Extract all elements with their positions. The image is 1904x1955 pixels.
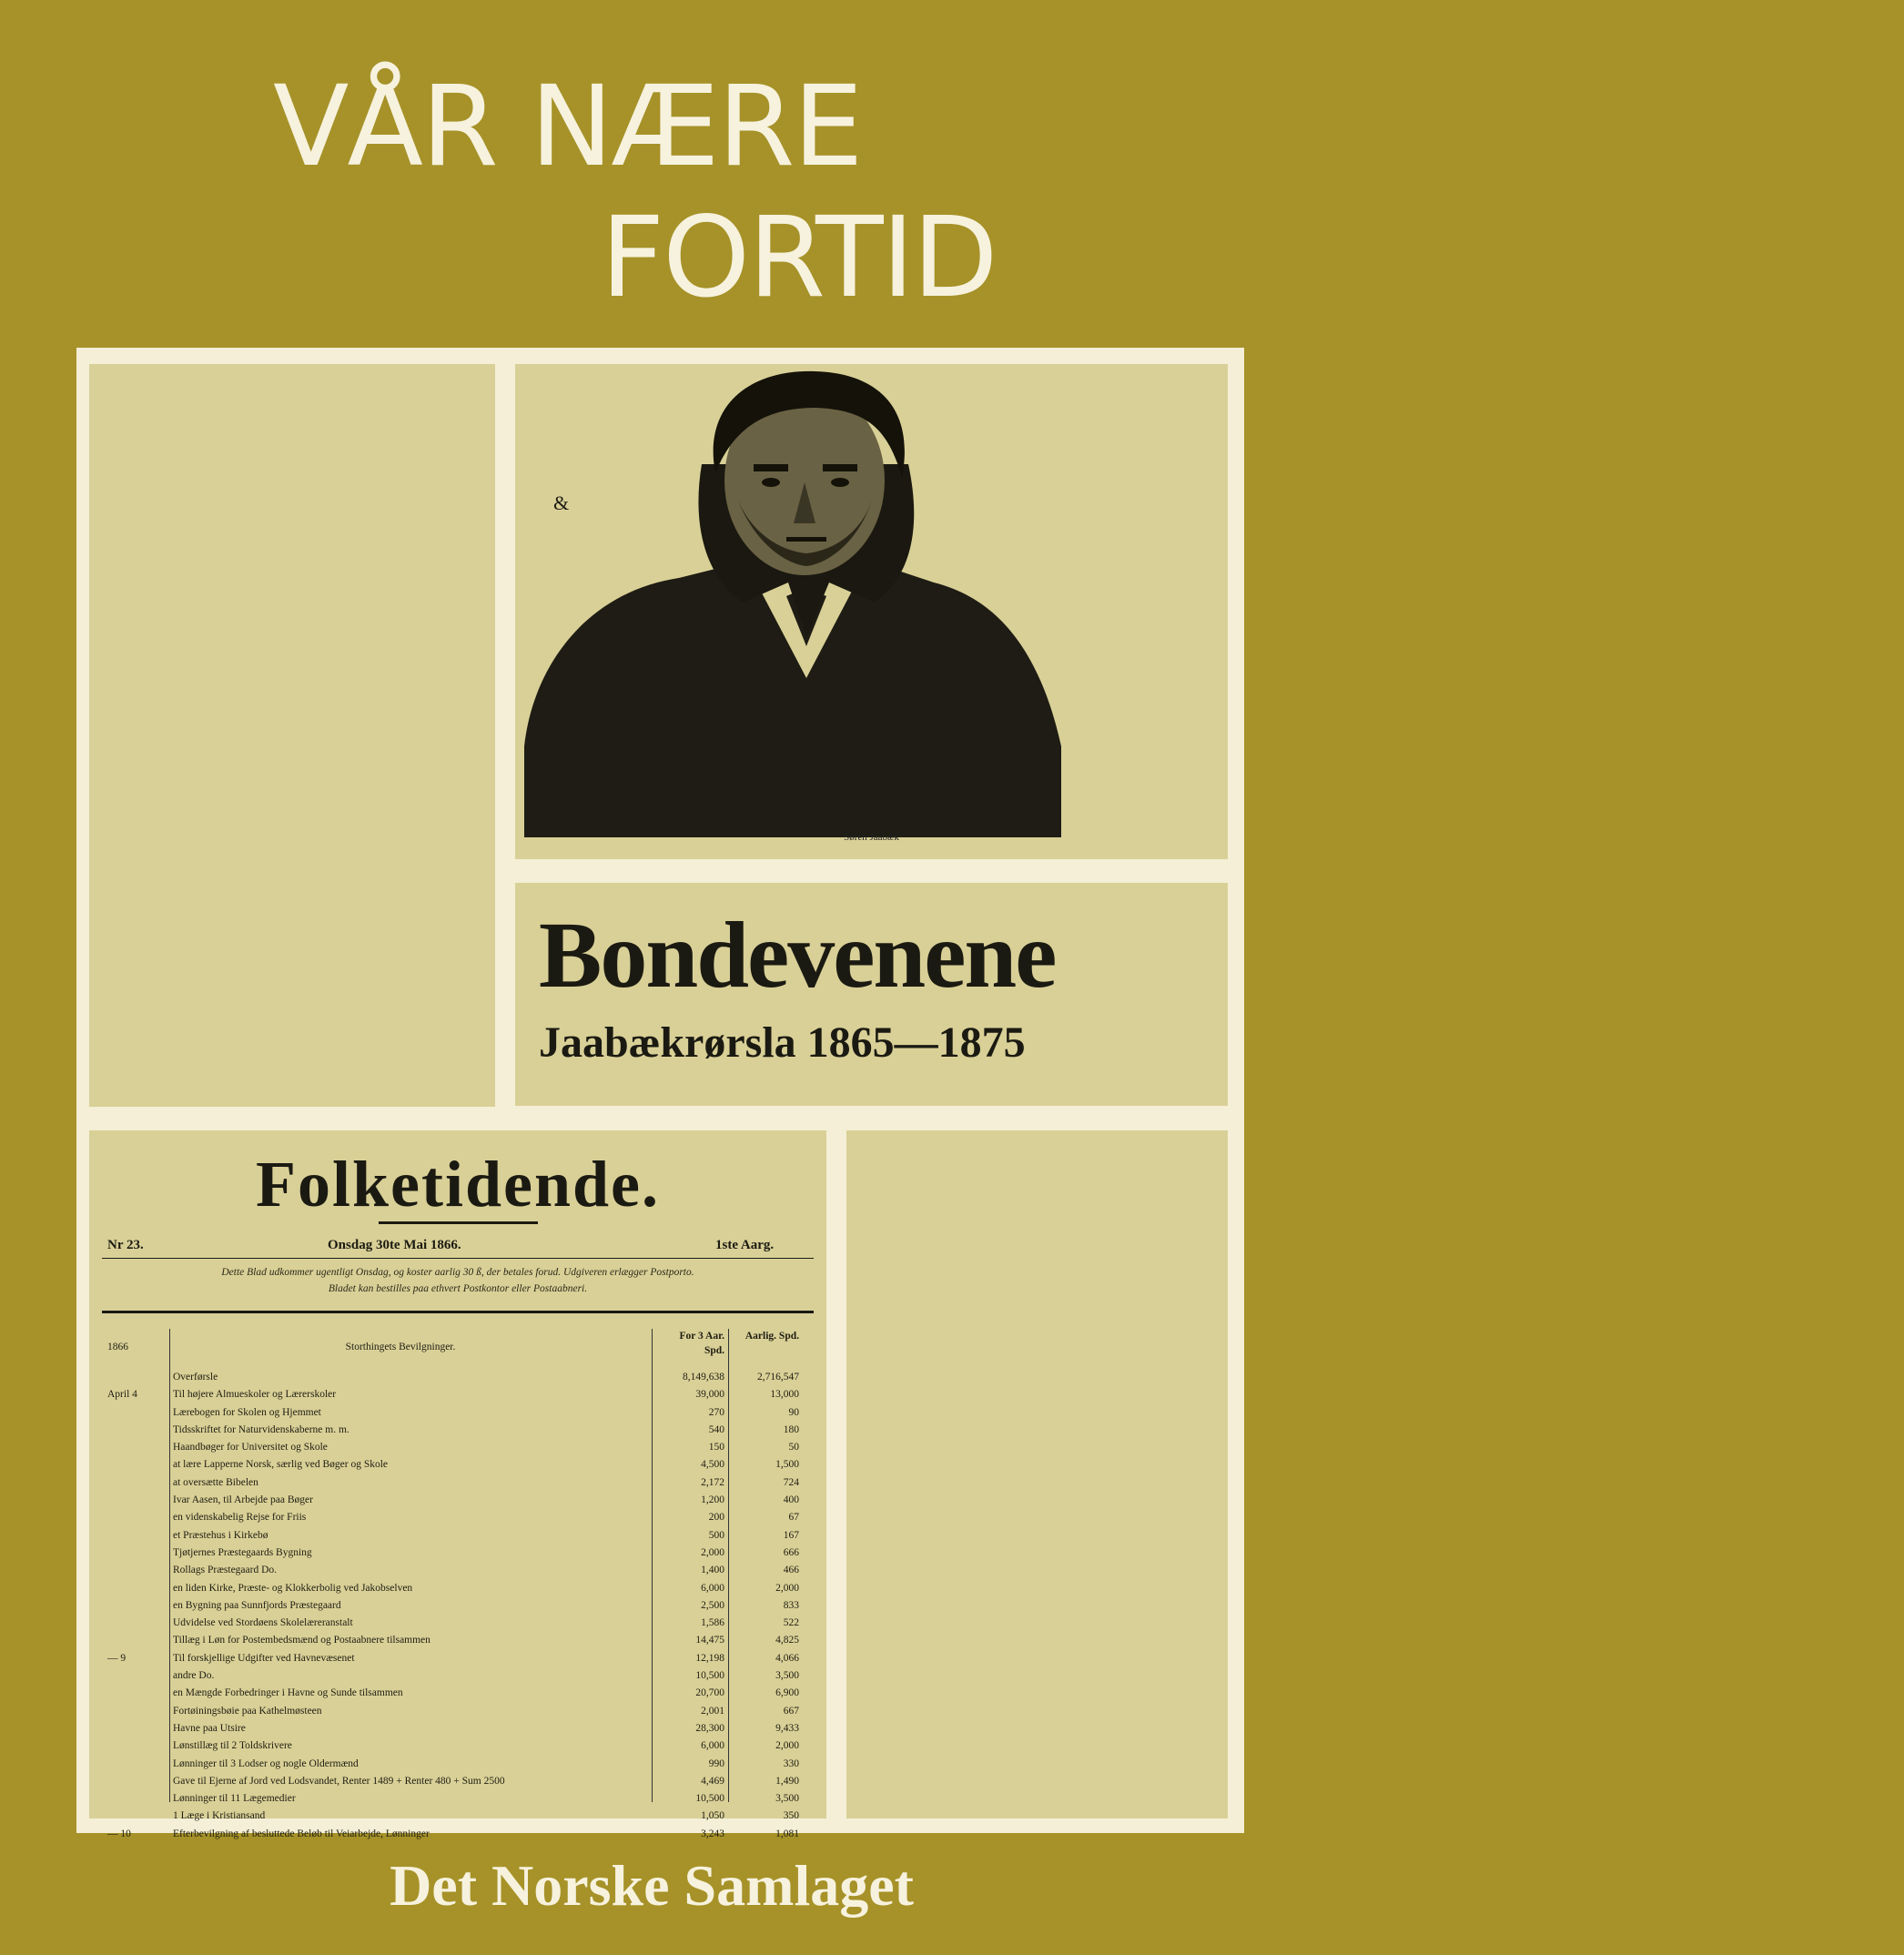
newspaper-intro-line-1: Dette Blad udkommer ugentligt Onsdag, og koster aarlig 30 ß, der betales forud. Udgiveren erlægger Postporto.: [221, 1267, 694, 1278]
row-amount-annual: 9,433: [775, 1722, 799, 1734]
table-row: [107, 1580, 808, 1597]
row-text: 1 Læge i Kristiansand: [173, 1810, 266, 1822]
row-amount-annual: 50: [788, 1442, 799, 1454]
row-amount-annual: 167: [783, 1529, 799, 1541]
row-amount-3yr: 20,700: [695, 1687, 724, 1699]
row-text: Til forskjellige Udgifter ved Havnevæsenet: [173, 1652, 355, 1664]
row-text: Rollags Præstegaard Do.: [173, 1565, 278, 1576]
row-text: Tillæg i Løn for Postembedsmænd og Postaabnere tilsammen: [173, 1635, 430, 1646]
row-text: Tidsskriftet for Naturvidenskaberne m. m.: [173, 1423, 349, 1435]
row-amount-3yr: 990: [708, 1757, 724, 1769]
table-row: [107, 1474, 808, 1492]
row-amount-annual: 724: [783, 1476, 799, 1488]
row-amount-annual: 2,000: [775, 1582, 799, 1594]
row-amount-annual: 1,490: [775, 1775, 799, 1787]
row-amount-annual: 3,500: [775, 1793, 799, 1805]
row-text: Til højere Almueskoler og Lærerskoler: [173, 1389, 337, 1401]
table-row: [107, 1509, 808, 1526]
row-date: — 10: [107, 1828, 131, 1839]
row-amount-annual: 667: [783, 1705, 799, 1717]
row-amount-annual: 180: [783, 1423, 799, 1435]
row-amount-annual: 3,500: [775, 1670, 799, 1682]
row-amount-3yr: 10,500: [695, 1670, 724, 1682]
table-row: [107, 1386, 808, 1403]
row-amount-annual: 1,500: [775, 1459, 799, 1471]
row-amount-3yr: 10,500: [695, 1793, 724, 1805]
row-amount-3yr: 1,050: [701, 1810, 724, 1822]
row-amount-annual: 4,825: [775, 1635, 799, 1646]
row-text: en liden Kirke, Præste- og Klokkerbolig ved Jakobselven: [173, 1582, 413, 1594]
table-row: [107, 1720, 808, 1737]
publisher-name: Det Norske Samlaget: [390, 1853, 914, 1918]
series-title-line-2: FORTID: [601, 193, 997, 322]
book-subtitle: Jaabækrørsla 1865—1875: [539, 1018, 1026, 1067]
newspaper-intro-line-2: Bladet kan bestilles paa ethvert Postkontor eller Postaabneri.: [328, 1283, 588, 1294]
row-amount-3yr: 14,475: [695, 1635, 724, 1646]
row-amount-annual: 466: [783, 1565, 799, 1576]
table-row: [107, 1527, 808, 1545]
row-amount-annual: 350: [783, 1810, 799, 1822]
row-amount-3yr: 2,000: [701, 1546, 724, 1558]
title-panel: [515, 883, 1228, 1106]
row-amount-3yr: 39,000: [695, 1389, 724, 1401]
table-row: [107, 1422, 808, 1439]
row-amount-annual: 6,900: [775, 1687, 799, 1699]
row-amount-annual: 2,000: [775, 1740, 799, 1752]
row-amount-annual: 400: [783, 1494, 799, 1506]
book-title: Bondevenene: [539, 903, 1056, 1008]
row-amount-3yr: 500: [708, 1529, 724, 1541]
row-amount-annual: 4,066: [775, 1652, 799, 1664]
table-col-a-header: For 3 Aar. Spd.: [679, 1331, 724, 1356]
table-row: [107, 1404, 808, 1422]
table-row: [107, 1369, 808, 1386]
row-text: Ivar Aasen, til Arbejde paa Bøger: [173, 1494, 313, 1506]
table-row: [107, 1632, 808, 1649]
portrait-caption: Søren Jaabæk: [844, 832, 899, 843]
table-row: [107, 1737, 808, 1755]
row-text: en videnskabelig Rejse for Friis: [173, 1512, 307, 1524]
row-text: Havne paa Utsire: [173, 1722, 246, 1734]
table-row: [107, 1615, 808, 1632]
row-amount-3yr: 2,500: [701, 1599, 724, 1611]
table-year: 1866: [107, 1342, 128, 1352]
table-row: [107, 1808, 808, 1825]
blank-panel-right: [846, 1130, 1228, 1818]
table-body: [107, 1369, 808, 1843]
portrait-panel: [515, 364, 1228, 859]
newspaper-title-rule: [379, 1221, 538, 1224]
table-row: [107, 1685, 808, 1702]
row-text: andre Do.: [173, 1670, 215, 1682]
row-date: — 9: [107, 1652, 127, 1664]
row-text: et Præstehus i Kirkebø: [173, 1529, 268, 1541]
row-amount-3yr: 2,001: [701, 1705, 724, 1717]
row-text: at lære Lapperne Norsk, særlig ved Bøger og Skole: [173, 1459, 389, 1471]
row-amount-3yr: 12,198: [695, 1652, 724, 1664]
series-title-line-1: VÅR NÆRE: [273, 62, 862, 191]
row-amount-3yr: 8,149,638: [683, 1372, 724, 1383]
row-text: at oversætte Bibelen: [173, 1476, 258, 1488]
row-amount-3yr: 3,243: [701, 1828, 724, 1839]
row-amount-annual: 1,081: [775, 1828, 799, 1839]
row-text: Lønstillæg til 2 Toldskrivere: [173, 1740, 292, 1752]
row-amount-3yr: 150: [708, 1442, 724, 1454]
table-row: [107, 1545, 808, 1562]
row-text: Udvidelse ved Stordøens Skolelæreranstalt: [173, 1617, 353, 1629]
table-row: [107, 1773, 808, 1790]
row-amount-3yr: 2,172: [701, 1476, 724, 1488]
newspaper-volume: 1ste Aarg.: [715, 1238, 775, 1252]
newspaper-issue: Nr 23.: [107, 1238, 144, 1252]
table-header: [107, 1329, 808, 1369]
svg-text:&: &: [553, 491, 570, 514]
row-amount-3yr: 1,586: [701, 1617, 724, 1629]
row-amount-3yr: 200: [708, 1512, 724, 1524]
row-amount-3yr: 28,300: [695, 1722, 724, 1734]
table-row: [107, 1790, 808, 1808]
row-amount-3yr: 4,469: [701, 1775, 724, 1787]
portrait-illustration: [515, 364, 1228, 859]
row-text: Haandbøger for Universitet og Skole: [173, 1442, 328, 1454]
row-text: en Bygning paa Sunnfjords Præstegaard: [173, 1599, 341, 1611]
blank-panel-left: [89, 364, 495, 1107]
row-text: Fortøiningsbøie paa Kathelmøsteen: [173, 1705, 322, 1717]
cover-frame: [76, 348, 1244, 1839]
row-amount-annual: 833: [783, 1599, 799, 1611]
newspaper-name: Folketidende.: [255, 1148, 660, 1221]
row-amount-annual: 330: [783, 1757, 799, 1769]
table-row: [107, 1439, 808, 1456]
row-amount-annual: 2,716,547: [757, 1372, 799, 1383]
row-date: April 4: [107, 1389, 137, 1401]
newspaper-date: Onsdag 30te Mai 1866.: [328, 1238, 461, 1252]
row-amount-3yr: 1,200: [701, 1494, 724, 1506]
row-amount-annual: 13,000: [770, 1389, 799, 1401]
row-amount-3yr: 540: [708, 1423, 724, 1435]
newspaper-panel: [89, 1130, 826, 1839]
row-text: Lønninger til 3 Lodser og nogle Oldermænd: [173, 1757, 359, 1769]
table-row: [107, 1456, 808, 1474]
appropriations-table: [107, 1329, 808, 1843]
table-row: [107, 1756, 808, 1773]
newspaper-rule-top: [102, 1258, 814, 1259]
row-text: Lønninger til 11 Lægemedier: [173, 1793, 296, 1805]
row-text: Gave til Ejerne af Jord ved Lodsvandet, Renter 1489 + Renter 480 + Sum 2500: [173, 1775, 505, 1787]
newspaper-rule-heavy: [102, 1311, 814, 1313]
row-amount-annual: 666: [783, 1546, 799, 1558]
row-text: en Mængde Forbedringer i Havne og Sunde tilsammen: [173, 1687, 403, 1699]
row-amount-annual: 522: [783, 1617, 799, 1629]
table-row: [107, 1492, 808, 1509]
row-text: Lærebogen for Skolen og Hjemmet: [173, 1406, 321, 1418]
row-amount-annual: 90: [788, 1406, 799, 1418]
row-amount-3yr: 1,400: [701, 1565, 724, 1576]
table-section-title: Storthingets Bevilgninger.: [345, 1342, 456, 1352]
row-amount-3yr: 6,000: [701, 1582, 724, 1594]
table-row: [107, 1597, 808, 1615]
table-row: [107, 1650, 808, 1667]
row-amount-3yr: 270: [708, 1406, 724, 1418]
table-row: [107, 1562, 808, 1579]
row-text: Efterbevilgning af besluttede Beløb til Veiarbejde, Lønninger: [173, 1828, 430, 1839]
row-text: Tjøtjernes Præstegaards Bygning: [173, 1546, 312, 1558]
row-text: Overførsle: [173, 1372, 218, 1383]
row-amount-3yr: 4,500: [701, 1459, 724, 1471]
table-row: [107, 1667, 808, 1685]
table-col-b-header: Aarlig. Spd.: [744, 1331, 799, 1342]
table-row: [107, 1703, 808, 1720]
row-amount-3yr: 6,000: [701, 1740, 724, 1752]
table-row: [107, 1826, 808, 1843]
row-amount-annual: 67: [788, 1512, 799, 1524]
